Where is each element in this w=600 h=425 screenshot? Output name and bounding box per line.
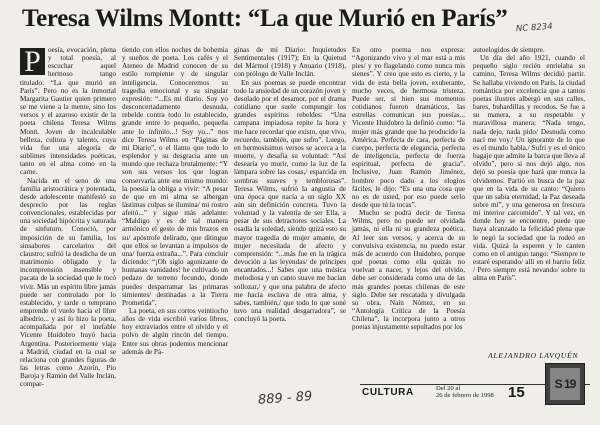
paragraph: tiendo con ellos noches de bohemia y sueños de poeta. Los cafés y el Ateneo de Madrid conocen de su estilo rompiente y de singular inteligencia. Conoceremos su tragedia emocional y su singular expresión: “...Es mi diario. Soy yo desconcertadamente desnuda, rebelde contra todo lo establecido, grande entre lo pequeño, pequeña ante lo infinito...! Soy yo...” nos dice Teresa Wilms en “Páginas de mi Diario”, o el llanto que todo lo esplendor y su desgracia ante un mundo que rechaza brutalmente: “Y son sus versos los que logran conservarla ante ese mismo mundo: la poesía la obliga a vivir: “A pesar de que en mi alma se albergan lástimas culpas se ilumina/ mi rostro afeitó...” y sigue más adelante: “Maldigo y es de tal manera armónico el gesto de mis brazos en su/ apóstrofe delirado, que ditingue que ellos se levantan a impulsos de una/ fuerza extraña...”. Para concluir diciendo: “¡Oh siglo agonizante de humanas vanidades! he cultivado un pedazo de terreno fecundo, donde puedes desparramar las primaras simientes/ destinadas a la Tierra Prometida”. — [122, 46, 228, 307]
paragraph: En sus poemas se puede encontrar todo la ansiedad de un corazón joven y desolado por el desamor, por el drama cotidiano que suele compungir los grandes espíritus rebeldes: “Una campana impiadosa repite la hora y me hace recordar que existo, que vivo, recuerdo, también, que sufro”. Luego, en hermosísimos versos se acerca a la muerte, y desafía su voluntad: “Así desearía yo morir, como la luz de la lámpara sobre las cosas,/ esparcida en sombras suaves y temblorosas”. Teresa Wilms, sufrió la angustia de una época que nacía a un siglo XX aún sin definición concreta. Tuvo la voluntad y la valentía de ser Ella, a pesar de sus detractores sociales. La osadía la soledad, siendo quizá esto su mayor tragedia de mujer amante, de mujer necesitada de afecto y comprensión: “...más fue en la trágica devoción a las leyendas/ de príncipes encantados...! Sabes que una música melodiosa y un canto suave me hacían sollozar,/ y que una palabra de afecto me hacía esclava de otra alma, y sabes, también,/ que todo lo que soné tuvo una realidad desgarradora”, se concluyó la poeta. — [234, 78, 346, 324]
article-column-4 — [352, 46, 465, 381]
issue-date — [436, 385, 494, 400]
paragraph: En otro poema nos expresa: “Agonizando vivo y el mar está a mis pies/ y yo flagelando como nunca mis sienes”. Y creo que esto es cierto, y la vida de esta bella joven, exuberante, mucho veces, de hermosa tristeza. Puede ser, si bien sus momentos cotidianos fueron dramáticos, las estrellas comunican sus poesías... Vicente Huidobro la definió como: “la mujer más grande que ha producido la América. Perfecta de cara, perfecta de cuerpo, perfecta de elegancia, perfecta de inteligencia, perfecta de fuerza espiritual, perfecta de gracia”. Inclusive, Juan Ramón Jiménez, hombre poco dado a los elogios fáciles, le dijo: “Es una una cosa que no es de usted, por eso puede serlo desde que tú la tocas”. — [352, 46, 465, 209]
handwritten-catalog-number: NC 8234 — [515, 21, 553, 35]
paragraph: ginas de mi Diario: Inquietudes Sentimentales (1917); En la Quietud del Mármol (1918) y Anuario (1918), con prólogo de Valle Inclán. — [234, 46, 346, 79]
archive-stamp — [545, 363, 585, 405]
paragraph: oesía, evocación, plena y total poesía, al escuchar aquel hermoso tango titulado: “La que murió en París”. Pero no es la inmortal Margarita Gautier quien primero se me viene a la mente, sino los versos y el azaroso existir de la poeta chilena Teresa Wilms Montt. Joven de incalculable belleza, cultura y talento, cuya vida fue una alegoría de sublimes intensidades poéticas, tanto en el alma como en la carne. — [20, 46, 116, 177]
paragraph: Nacida en el seno de una familia aristocrática y potentada, desde adolescente manifestó su desprecio por las reglas convencionales, establecidas por una sociedad hipócrita y saturada de sinfuturo. Conoció, por imposición de su familia, los sinsabores carcelarios del claustro; sufrió la desdicha de un matrimonio obligado y la incomprensión insensible y pacata de la sociedad que le tocó vivir. Más un espíritu libre jamás puede ser controlado por lo establecido, y tarde o temprano emprende el vuelo hacia el libre albedrío... y así lo hizo la poeta, acompañada por el inefable Vicente Huidobro huyó hacia Argentina. Posteriormente viaja a Madrid, ciudad en la cual se relaciona con grandes figuras de las letras como Azorín, Pío Baroja y Ramón del Valle Inclán, compar- — [20, 176, 116, 389]
paragraph: La poeta, en sus cortos veintiocho años de vida escribió varios libros, hoy extraviados entre el olvido y el polvo de algún rincón del tiempo. Entre sus obras podemos mencionar además de Pá- — [122, 307, 228, 356]
issue-date-line-1: Del 20 al — [436, 385, 461, 392]
issue-date-line-2: 26 de febrero de 1998 — [436, 392, 494, 400]
author-byline: ALEJANDRO LAVQUÉN — [488, 351, 579, 360]
paragraph: Un día del año 1921, cuando el pequeño siglo recién enrielaba su camino, Teresa Wilms decidió partir. Se hallaba viviendo en París, la ciudad romántica por excelencia que a tantos poetas ilustres albergó en sus calles, bares, buhardillas y recodos. Se fue a su manera, a su respetable y maravillosa manera: “Nada tengo, nada dejo, nada pido/ Desnuda como nací me voy./ Un ignorante de lo que es el mundo habla./ Sufrí y es el único bagaje que admite la barca que lleva al olvido”, pero si nos dejó algo, nos dejó su poesía que hará que nunca la olvidemos. Partió en busca de la paz que en la vida de su canto: “Quiero que un sabia eternidad, la Paz deseada sobre mí”, y una generosa en frescura mi interior carcomido”. Y tal vez, en donde hoy se encuentre, puede que haya alcanzado la felicidad plena que le negó la sociedad que la rodeó en vida. Quizá la esperen y le canten como en el antiguo tango: “Siempre te estaré esperando/ allí en el barrio feliz / Pero siempre está nevando/ sobre tu alma en París”. — [473, 54, 585, 283]
paragraph: autoelogidos de siempre. — [473, 46, 545, 54]
page-number: 15 — [508, 384, 525, 401]
section-label: CULTURA — [362, 387, 414, 398]
article-title: Teresa Wilms Montt: “La que Murió en París” — [22, 5, 508, 32]
article-column-2 — [122, 46, 228, 381]
drop-cap: P — [20, 48, 45, 75]
archive-stamp-text: S 19 — [550, 368, 580, 400]
article-column-1 — [20, 45, 116, 389]
article-column-5 — [473, 46, 585, 348]
article-column-3 — [234, 46, 346, 381]
paragraph: Mucho se podrá decir de Teresa Wilms, pero no puede ser olvidada jamás, ni ella ni su grandeza poética. Al leer sus versos, y acerca de su convulsiva existencia, no puedo estar más de acuerdo con Huidobro, porque qué poetas como ella quizás no vuelvan a nacer, y lejos del olvido, debe ser considerada como una de las más grandes poetas chilenas de este siglo. Debe ser rescatada y divulgada su obra. Naín Nómez, en su “Antología Crítica de la Poesía Chilena”, la incorpora junto a otros poetas injustamente sepultados por los — [352, 209, 465, 332]
handwritten-note: 889 - 89 — [257, 389, 313, 408]
